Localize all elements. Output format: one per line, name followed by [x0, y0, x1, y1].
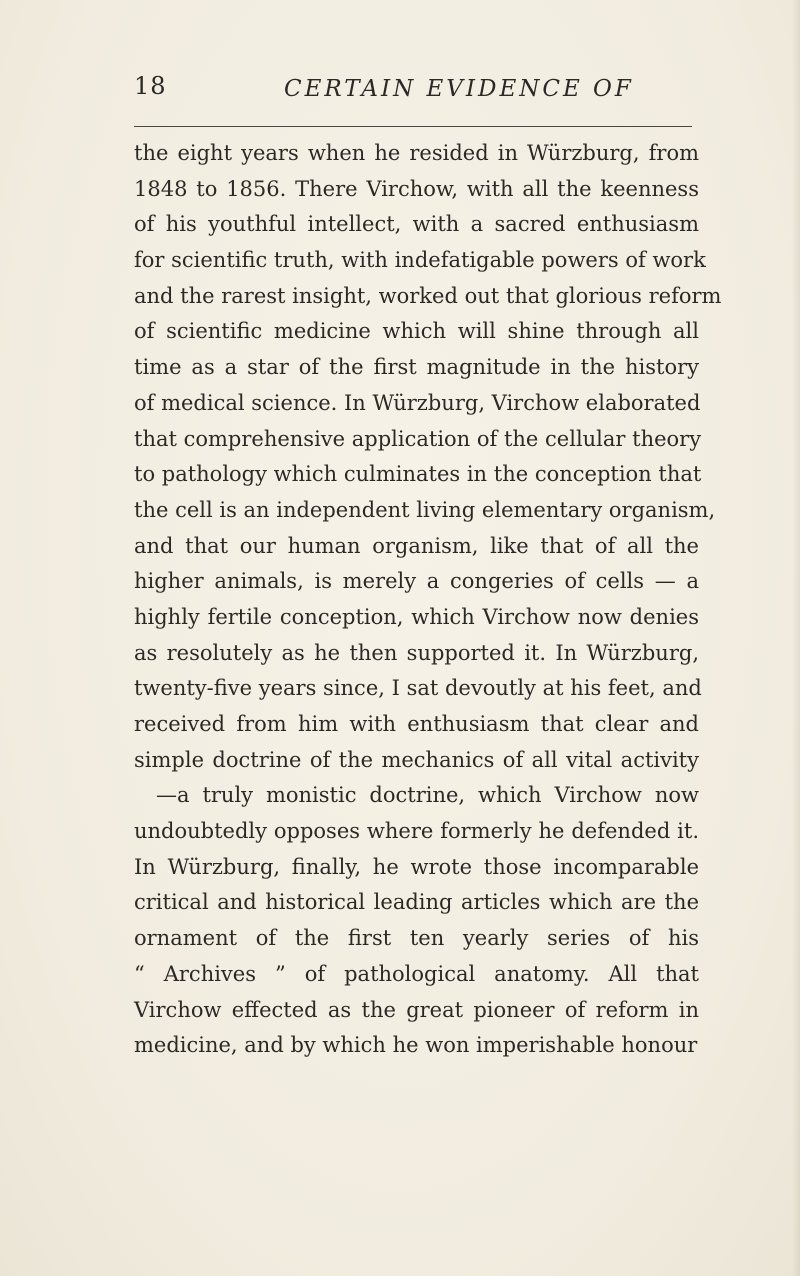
text-line: twenty-five years since, I sat devoutly at his feet, and	[134, 676, 702, 701]
text-line: of medical science. In Würzburg, Virchow elaborated	[134, 390, 701, 415]
text-line: time as a star of the first magnitude in the history	[134, 355, 699, 380]
header-rule	[134, 126, 692, 127]
text-line: highly fertile conception, which Virchow now denies	[134, 604, 699, 629]
text-line: and that our human organism, like that of all the	[134, 533, 699, 558]
page-header	[134, 70, 694, 110]
page-number: 18	[134, 72, 167, 100]
text-line: as resolutely as he then supported it. In Würzburg,	[134, 640, 699, 665]
page-edge-shading	[792, 0, 800, 1276]
text-line: for scientific truth, with indefatigable powers of work	[134, 248, 706, 273]
text-line: undoubtedly opposes where formerly he defended it.	[134, 819, 699, 844]
body-text	[134, 136, 722, 1064]
text-line: —a truly monistic doctrine, which Virchow now	[156, 783, 699, 808]
text-line: the eight years when he resided in Würzburg, from	[134, 141, 699, 165]
text-line: and the rarest insight, worked out that glorious reform	[134, 283, 722, 308]
text-line: received from him with enthusiasm that clear and	[134, 712, 699, 736]
text-line: of his youthful intellect, with a sacred enthusiasm	[134, 212, 699, 237]
text-line: the cell is an independent living elementary organism,	[134, 497, 716, 522]
text-line: 1848 to 1856. There Virchow, with all the keenness	[134, 176, 699, 201]
text-line: simple doctrine of the mechanics of all vital activity	[134, 747, 699, 772]
text-line: medicine, and by which he won imperishable honour	[134, 1033, 698, 1058]
text-line: that comprehensive application of the cellular theory	[134, 426, 702, 451]
text-line: higher animals, is merely a congeries of cells — a	[134, 569, 699, 594]
running-title: CERTAIN EVIDENCE OF	[284, 76, 634, 102]
text-line: Virchow effected as the great pioneer of reform in	[134, 997, 699, 1022]
text-line: ornament of the first ten yearly series of his	[134, 926, 699, 951]
text-line: to pathology which culminates in the conception that	[134, 462, 702, 487]
text-line: In Würzburg, finally, he wrote those incomparable	[134, 854, 699, 879]
text-line: critical and historical leading articles which are the	[134, 890, 699, 915]
text-line: “ Archives ” of pathological anatomy. All that	[134, 961, 699, 986]
text-line: of scientific medicine which will shine through all	[134, 319, 699, 344]
